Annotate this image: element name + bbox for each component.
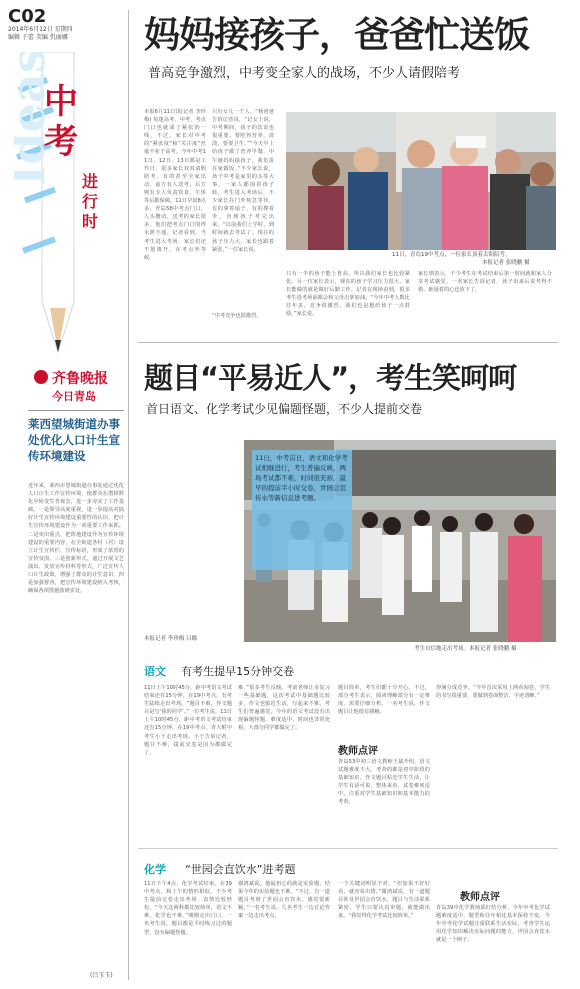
section-chinese-review-title: 教师点评: [338, 746, 378, 757]
page-number: C02: [8, 6, 47, 27]
section-chemistry-review-title: 教师点评: [460, 892, 500, 903]
section-chemistry-col2: 谢鸿斌说，他最担心的就是实验题，结果今年的实验题也不难。“不过，有一道题目考到了世园会直饮水，感觉很新颖。”一名考生说。几名考生一边讨论答案一边走出考点。: [238, 881, 330, 920]
newspaper-logo-icon: [34, 370, 48, 384]
section-chinese-title: 有考生提早15分钟交卷: [181, 665, 295, 678]
article1-body-col3: 只有一半的孩子能上普高，所以我们家长也比较紧张。另一位家长表示，现在的孩子学习压力很大，家长能做的就是做好后勤工作。记者在现场看到，很多考生进考场前都会和父母击掌加油。“今年中考人数比往年多，竞争很激烈，我们也是想给孩子一点鼓励。”家长说。: [286, 271, 410, 318]
column-logo: [14, 52, 124, 362]
newspaper-name: 齐鲁晚报: [52, 371, 108, 387]
article2-headline-start: 题目: [144, 361, 201, 395]
section-chemistry-col1: 11日下午4点，化学考试结束，在39中考点，和上午的情形相似，不少考生提前交卷走出考场，表情比较轻松。“今天这两科都比较简单，语文不难，化学也不难。”刚刚走出门口，一名考生说，题目都是平时练习过的题型，没有偏题怪题。: [144, 881, 232, 936]
section-chemistry-tag: 化学: [144, 863, 166, 876]
article1-photo-credit: 本报记者 张晓鹏 摄: [482, 260, 530, 266]
section-chemistry-col3: 一个关键词明显不对。“但如果不好好看，就容易出错。”谢鸿斌说，有一道题目涉及世园会直饮水，题目与生活联系紧密，学生只要认真审题，就能做出来。“我觉得化学考试比较简单。”: [338, 881, 430, 920]
article2-headline-end: ，考生笑呵呵: [348, 361, 517, 395]
article1-headline: 妈妈接孩子，爸爸忙送饭: [144, 15, 530, 56]
article2-headline: [144, 361, 517, 395]
sidebar-body: 近年来，莱西市望城街道办事处通过优化人口计生工作宣传环境，使群众在潜移默化中转变生育观念，进一步夯实了工作基础。一是领导高度重视，进一步提高对搞好计生宣传环境建设重要性的认识，把计生宣传环境建设作为一项重要工作来抓。二是突出重点，把阵地建设作为宣传环境建设的重要内容，在全街道各村（居）设立计生宣传栏、宣传标语，形成了浓厚的宣传氛围。三是创新形式，通过开展文艺演出、发放宣传材料等形式，广泛宣传人口计生政策，增强了群众的计生意识。四是加强督查，把宣传环境建设纳入考核，确保各项措施落到实处。: [28, 483, 124, 595]
article2-photo-caption: 考生自信地走出考场。本报记者 张晓鹏 摄: [414, 646, 517, 652]
sidebar-corner-label: (吕玉玉): [90, 972, 113, 979]
article1-body-col4: 家长则表示，不少考生在考试结束后第一时间就和家人分享考试感受。一名家长告诉记者，孩子出来后说考得不错，她悬着的心也放下了。: [418, 271, 552, 294]
article1-body-col1: 本报6月11日讯(记者 李珍梅) 每逢高考、中考，考点门口也就成了紧张的一线，不过，家长对中考的“紧张度”和“关注度”丝毫不亚于高考。今年中考11日、12日、13日都是工作日，很多家长双双请假陪考，有的甚至全家出动，前方有人送考，后方则有专人负责饮食，午休等后勤保障。11日早晨8点多，青岛58中考点门口，人头攒动。送考的家长很多，他们把考点门口围得水泄不通。记者看到，当考生进入考场，家长们还不愿离开，在考点外等候。: [144, 109, 206, 261]
section-chinese-header: [144, 660, 294, 679]
article1-photo: [286, 112, 556, 250]
column-title-jinxingshi: 进行时: [82, 172, 99, 231]
section-chemistry-title: “世园会直饮水”进考题: [185, 863, 296, 876]
editor-credit: 编辑 于蕾 美编 仉丽娜: [8, 34, 68, 41]
article2-photo-inset: 11日，中考首日，语文和化学考试相继进行，考生普遍反映，两场考试都不难，时间很充裕，最早的提前半小时交卷，世园会宣传水等新信息进考题。: [252, 450, 352, 570]
section-chinese-col2: 难。”很多考生反映，考前老师让多复习一些基础题，这次考试中基础题比较多，作文也贴近生活，写起来不难。考生们普遍感觉，今年的语文考试没有出现偏题怪题，难度适中，时间也非常充裕，大部分同学都做完了。: [238, 685, 330, 732]
article1-body-end: “中考竞争也很激烈。: [212, 313, 262, 319]
section-chinese-review-body: 青岛53中初三语文教师王斌介绍，语文试题难度不大，考查的都是初中阶段的基础知识，作文题目贴近学生生活，让学生有话可说。整体来看，试卷难度适中，注重对学生基础知识和基本能力的考查。: [338, 759, 430, 806]
pencil-decorative-lettering: Ideas: [14, 52, 55, 186]
section-chinese-col4: 得满分成竞争。“今年首次采用上网看阅卷，学生的书写很重要，要做到卷面整洁，字迹清晰。”: [436, 685, 550, 700]
sidebar-headline: 莱西望城街道办事处优化人口计生宣传环境建设: [28, 417, 120, 463]
article2-photo-credit-left: 本报记者 李珍梅 吕娜: [144, 636, 197, 642]
edition-name: 今日青岛: [52, 390, 96, 403]
section-chinese-col1: 11日上午10时45分，距中考语文考试结束还有15分钟，在19中考点，有考生陆续走出考场。“题目不难，作文题目是写‘我的同学’。”一位考生说。11日上午10时45分，距中考语文考试结束还有15分钟，在19中考点，青大附中考生小于走出考场。小于告诉记者，题目不难，提前交卷是因为都做完了。: [144, 685, 232, 756]
section-chinese-col3: 题目简单，考生们都十分开心。不过，部分考生表示，阅读理解部分有一定难度，需要仔细分析。一名考生说，作文题目让他很有感触。: [338, 685, 430, 716]
article1-body-col2: 只有女儿一个人。“杨爸爸告诉记者说，“记女士说，中考期间，孩子的饮食也很重要。要吃得营养，清淡。要要卫生。”“今天早上给孩子做了营养早餐，中午她妈妈接孩子，我负责在家做饭。”不少家长说，孩子中考是家里的头等大事，一家人都围着孩子转。考生进入考场后，不少家长在门外焦急等待，有的拿着扇子，有的撑着伞，直到孩子考完出来。“以前我们上学时，到时间就去考试了。现在的孩子压力大，家长也跟着紧张。”一位家长说。: [212, 109, 274, 253]
article2-headline-quote: “平易近人”: [200, 361, 349, 395]
column-title-zhongkao: 中考: [44, 82, 78, 162]
article2-subheadline: 首日语文、化学考试少见偏题怪题，不少人提前交卷: [146, 402, 423, 416]
section-chemistry-review-body: 青岛39中化学教师邵红结分析，今年中考化学试题难度适中，题型和往年相比基本保持不变。今年中考化学试题注重联系生活实际，考查学生运用化学知识解决实际问题的能力，世园会直饮水就是一个例子。: [436, 905, 550, 944]
section-chemistry-header: [144, 858, 296, 877]
article2-photo: [244, 440, 556, 642]
article1-photo-caption: 11日，青岛19中考点，一位家长顶着太阳陪考。: [392, 252, 511, 258]
article1-subheadline: 普高竞争激烈，中考变全家人的战场，不少人请假陪考: [148, 66, 461, 81]
issue-date: 2014年6月12日 星期四: [8, 26, 73, 33]
section-chinese-tag: 语文: [144, 665, 166, 678]
